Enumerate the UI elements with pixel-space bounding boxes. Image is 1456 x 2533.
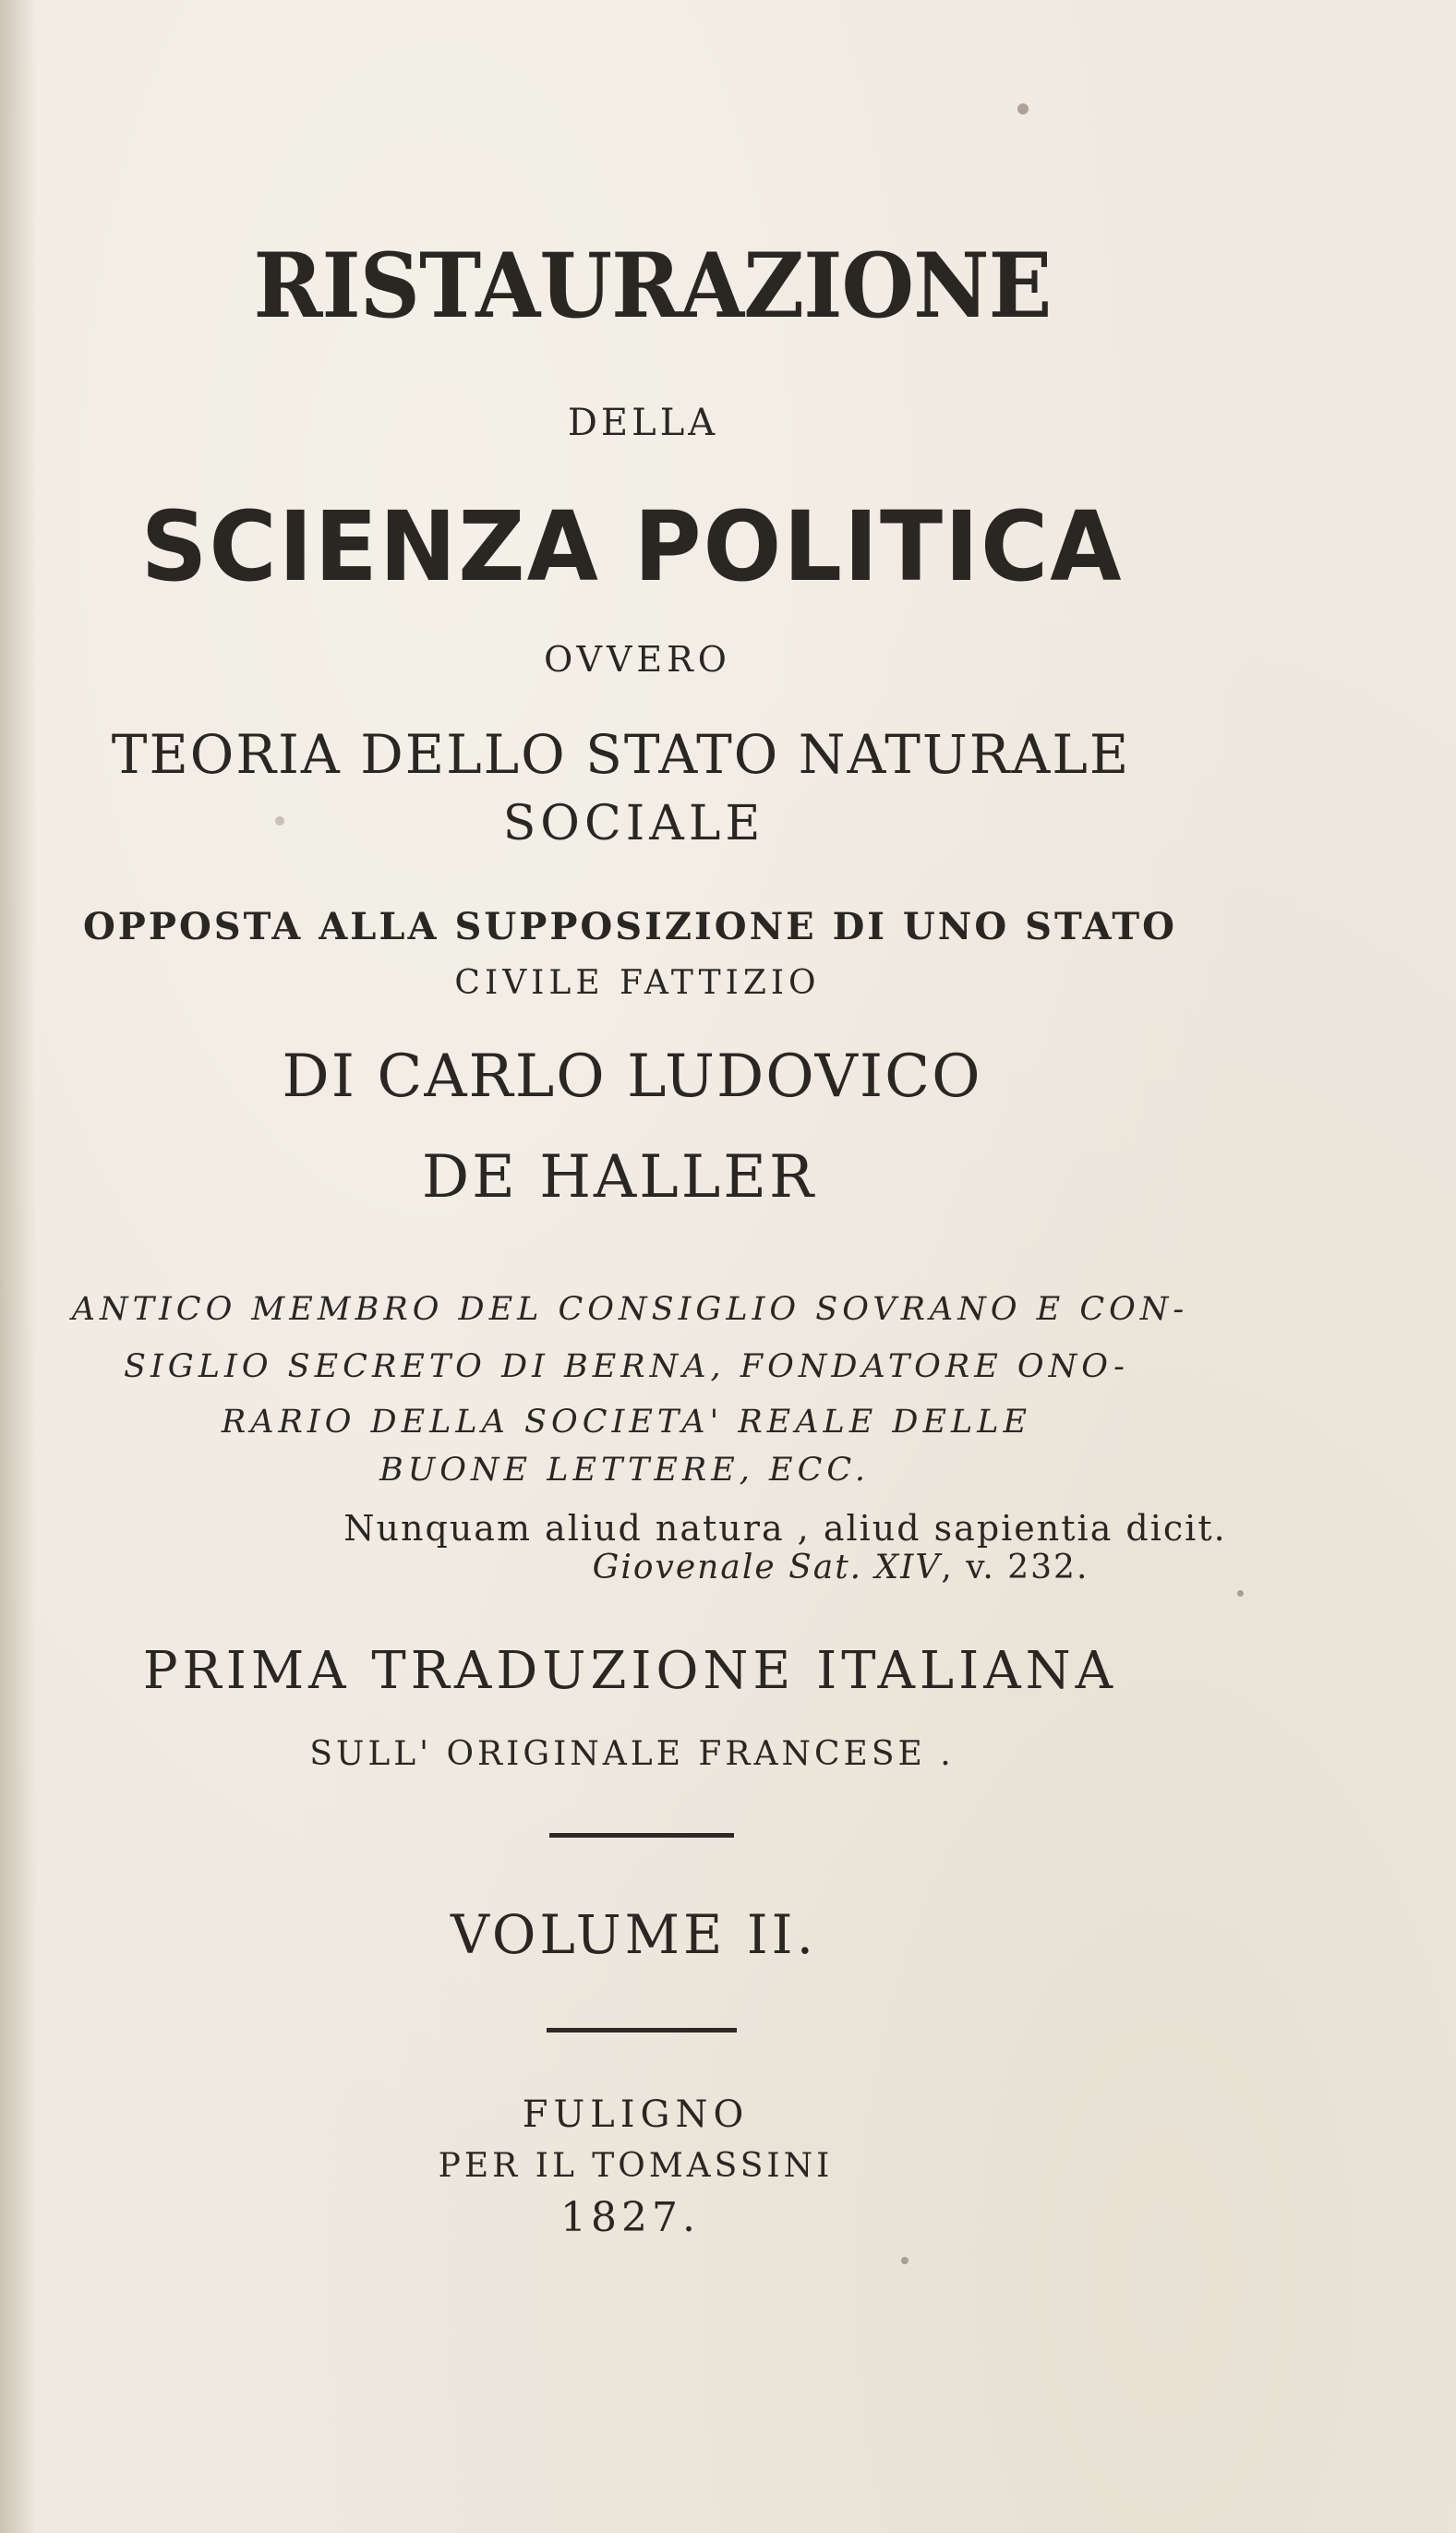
author-credentials-line-3: RARIO DELLA SOCIETA' REALE DELLE <box>221 1404 1032 1441</box>
author-line-2: DE HALLER <box>421 1143 817 1212</box>
theory-line-1: TEORIA DELLO STATO NATURALE <box>111 723 1131 786</box>
book-subtitle: SCIENZA POLITICA <box>140 490 1124 603</box>
author-credentials-line-1: ANTICO MEMBRO DEL CONSIGLIO SOVRANO E CON- <box>71 1291 1189 1328</box>
divider-rule-top <box>549 1833 734 1838</box>
foxing-speck <box>1237 1590 1244 1597</box>
author-credentials-line-4: BUONE LETTERE, ECC. <box>379 1452 871 1489</box>
translation-source-line: SULL' ORIGINALE FRANCESE . <box>309 1735 955 1773</box>
volume-number: VOLUME II. <box>450 1903 818 1966</box>
foxing-speck <box>901 2257 908 2264</box>
foxing-speck <box>1017 103 1029 115</box>
translation-line: PRIMA TRADUZIONE ITALIANA <box>142 1641 1118 1701</box>
imprint-year: 1827. <box>560 2194 700 2241</box>
author-line-1: DI CARLO LUDOVICO <box>282 1043 982 1111</box>
book-title: RISTAURAZIONE <box>253 234 1052 338</box>
title-connector: DELLA <box>567 402 719 444</box>
epigraph-verse: , v. 232. <box>941 1549 1089 1586</box>
imprint-city: FULIGNO <box>522 2093 750 2136</box>
opposition-line-2: CIVILE FATTIZIO <box>454 964 821 1002</box>
alternative-title-marker: OVVERO <box>544 639 731 680</box>
divider-rule-bottom <box>547 2028 737 2032</box>
theory-line-2: SOCIALE <box>502 796 765 851</box>
author-credentials-line-2: SIGLIO SECRETO DI BERNA, FONDATORE ONO- <box>123 1348 1130 1385</box>
epigraph-citation <box>113 1551 1456 1585</box>
epigraph-text: Nunquam aliud natura , aliud sapientia dicit. <box>343 1508 1227 1549</box>
epigraph-source: Giovenale Sat. XIV <box>592 1549 942 1586</box>
opposition-line-1: OPPOSTA ALLA SUPPOSIZIONE DI UNO STATO <box>82 905 1178 948</box>
imprint-printer: PER IL TOMASSINI <box>438 2147 834 2185</box>
foxing-speck <box>275 816 284 826</box>
